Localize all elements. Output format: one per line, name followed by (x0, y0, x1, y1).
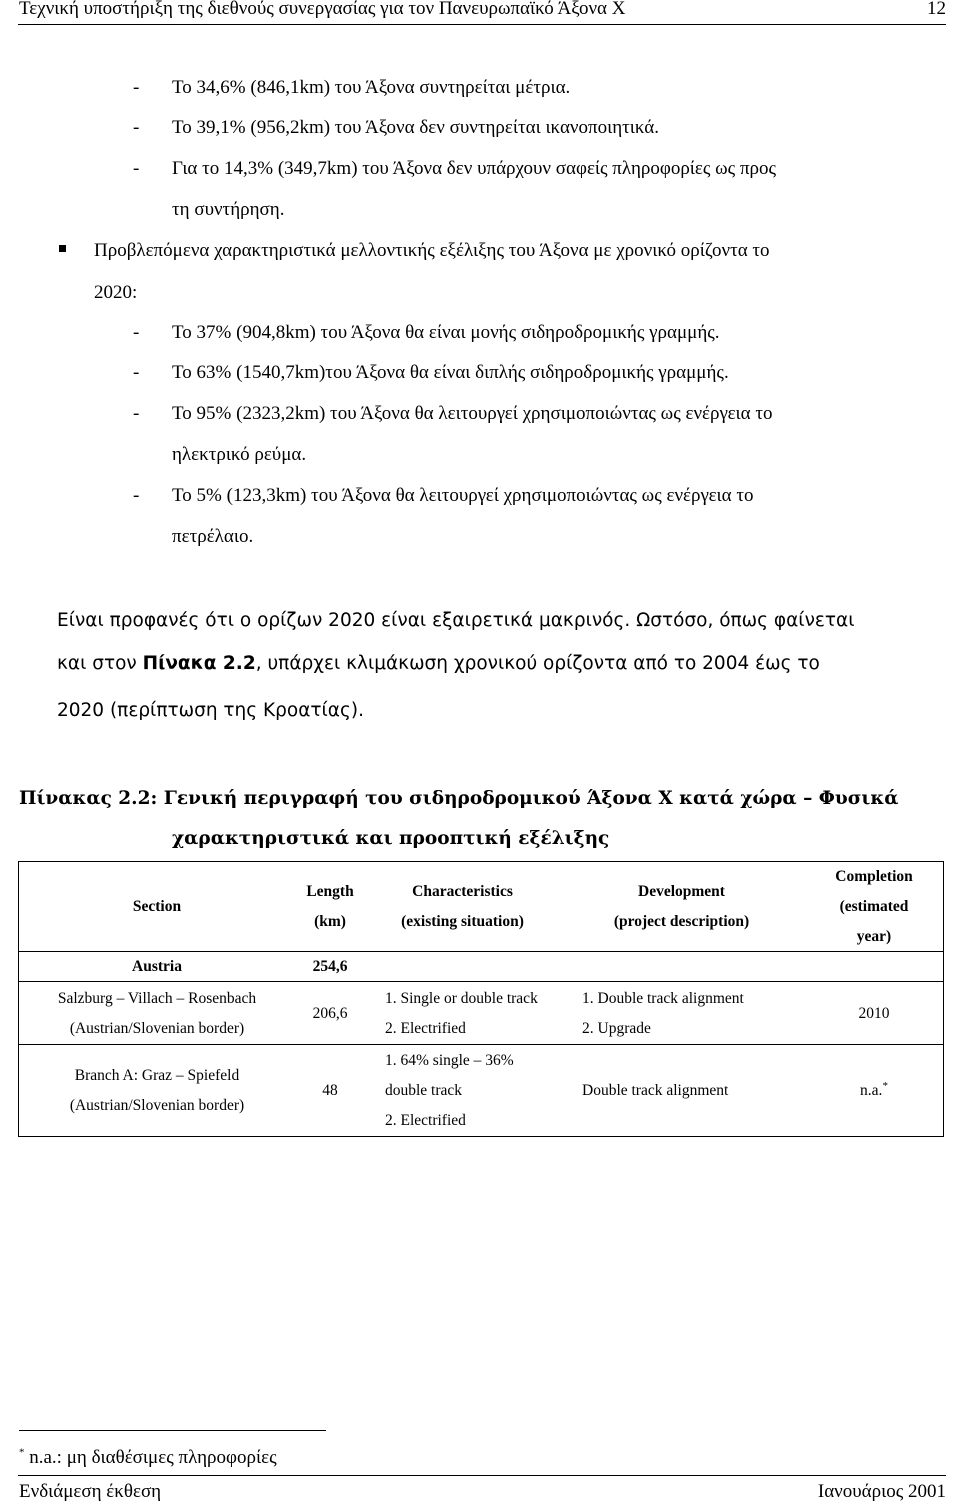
characteristics-cell: 1. 64% single – 36% double track 2. Electrified (385, 1052, 514, 1129)
footnote-text: n.a.: μη διαθέσιμες πληροφορίες (29, 1447, 277, 1468)
maintenance-item-continued: τη συντήρηση. (172, 199, 285, 220)
footnote-marker: * (882, 1079, 888, 1092)
bullet-dash: - (133, 485, 140, 506)
development-cell: Double track alignment (582, 1082, 729, 1099)
footer-right: Ιανουάριος 2001 (817, 1481, 946, 1502)
table-row (19, 982, 945, 1045)
bullet-dash: - (133, 158, 140, 179)
maintenance-item: Το 34,6% (846,1km) του Άξονα συντηρείται μέτρια. (172, 77, 571, 98)
forecast-item-continued: πετρέλαιο. (172, 526, 254, 547)
maintenance-item: Το 39,1% (956,2km) του Άξονα δεν συντηρείται ικανοποιητικά. (172, 117, 660, 138)
header-development: Development (project description) (613, 883, 750, 930)
development-cell: 1. Double track alignment 2. Upgrade (582, 989, 744, 1037)
forecast-item: Το 37% (904,8km) του Άξονα θα είναι μονής σιδηροδρομικής γραμμής. (172, 322, 720, 343)
bullet-dash: - (133, 362, 140, 383)
rail-axis-table (19, 862, 945, 1137)
paragraph-text: , υπάρχει κλιμάκωση χρονικού ορίζοντα από το 2004 έως το (255, 653, 820, 674)
maintenance-item-line: Για το 14,3% (349,7km) του Άξονα δεν υπάρχουν σαφείς πληροφορίες ως προς (172, 158, 777, 179)
footer-left: Ενδιάμεση έκθεση (19, 1481, 162, 1502)
section-cell: Salzburg – Villach – Rosenbach (Austrian/Slovenian border) (57, 989, 257, 1037)
country-length: 254,6 (312, 958, 348, 975)
paragraph-line: Είναι προφανές ότι ο ορίζων 2020 είναι εξαιρετικά μακρινός. Ωστόσο, όπως φαίνεται (57, 610, 855, 631)
completion-cell: 2010 (858, 1004, 890, 1022)
bullet-dash: - (133, 403, 140, 424)
bullet-dash: - (133, 322, 140, 343)
header-characteristics: Characteristics (existing situation) (401, 883, 524, 930)
table-caption-continued: χαρακτηριστικά και προοπτική εξέλιξης (172, 828, 610, 849)
header-section: Section (132, 898, 182, 915)
forecast-item-continued: ηλεκτρικό ρεύμα. (172, 444, 307, 465)
paragraph-text: και στον (57, 653, 143, 674)
running-header-title: Τεχνική υποστήριξη της διεθνούς συνεργασίας για τον Πανευρωπαϊκό Άξονα Χ (19, 0, 626, 19)
table-reference: Πίνακα 2.2 (142, 653, 256, 674)
length-cell: 206,6 (312, 1004, 348, 1022)
table-caption: Πίνακας 2.2: Γενική περιγραφή του σιδηροδρομικού Άξονα Χ κατά χώρα – Φυσικά (19, 788, 899, 809)
header-divider (18, 24, 946, 25)
footer-divider (18, 1475, 946, 1476)
characteristics-cell: 1. Single or double track 2. Electrified (385, 989, 538, 1037)
table-row (19, 1045, 945, 1137)
forecast-intro: Προβλεπόμενα χαρακτηριστικά μελλοντικής εξέλιξης του Άξονα με χρονικό ορίζοντα το (94, 240, 770, 261)
bullet-dash: - (133, 117, 140, 138)
forecast-intro-continued: 2020: (94, 282, 138, 303)
country-row (19, 952, 945, 982)
maintenance-item (172, 157, 948, 181)
footnote-marker: * (19, 1446, 25, 1459)
footnote (19, 1446, 277, 1470)
footnote-divider (19, 1430, 326, 1431)
forecast-item: Το 5% (123,3km) του Άξονα θα λειτουργεί χρησιμοποιώντας ως ενέργεια το (172, 485, 754, 506)
completion-cell: n.a.* (860, 1079, 888, 1099)
country-name: Austria (132, 958, 182, 975)
paragraph-line (57, 652, 820, 676)
length-cell: 48 (322, 1082, 338, 1099)
forecast-item: Το 95% (2323,2km) του Άξονα θα λειτουργεί χρησιμοποιώντας ως ενέργεια το (172, 403, 773, 424)
paragraph-line: 2020 (περίπτωση της Κροατίας). (57, 700, 364, 721)
table-header-row (19, 862, 945, 952)
header-length: Length (km) (306, 883, 354, 930)
bullet-dash: - (133, 77, 140, 98)
page-number: 12 (927, 0, 946, 19)
section-cell: Branch A: Graz – Spiefeld (Austrian/Slovenian border) (69, 1067, 245, 1114)
header-completion: Completion (estimated year) (835, 868, 913, 945)
square-bullet-icon (59, 245, 66, 252)
forecast-item: Το 63% (1540,7km)του Άξονα θα είναι διπλής σιδηροδρομικής γραμμής. (172, 362, 729, 383)
